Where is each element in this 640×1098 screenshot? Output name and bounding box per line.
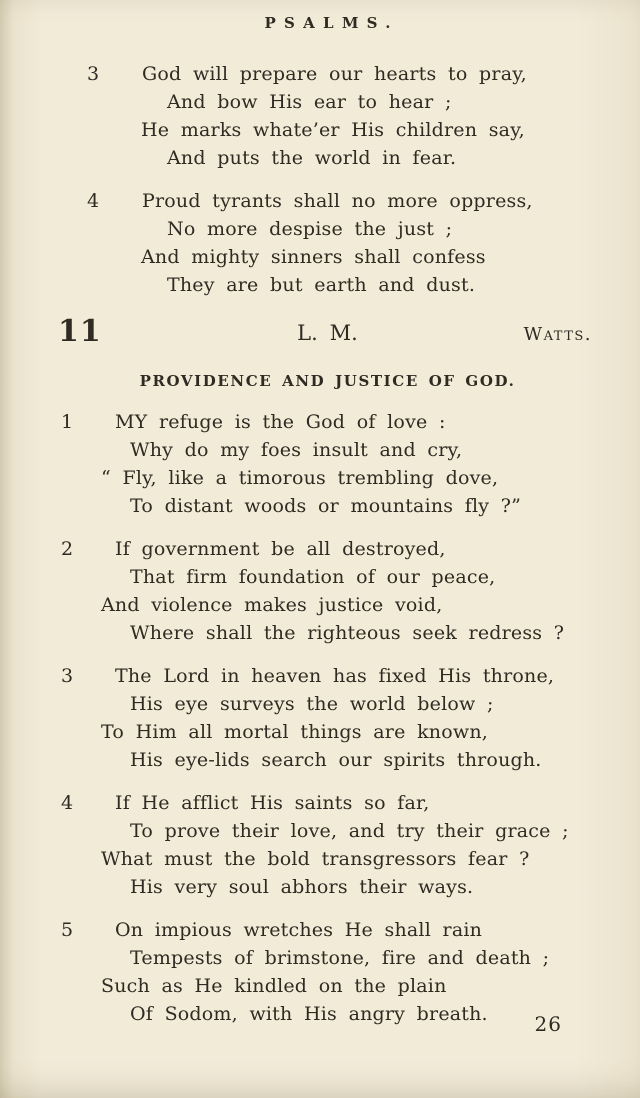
stanza — [87, 60, 600, 172]
verse-line-text: God will prepare our hearts to pray, — [142, 63, 527, 85]
verse-line: He marks whate’er His children say, — [141, 119, 525, 141]
verse-number: 4 — [61, 792, 74, 814]
verse-line: His eye surveys the world below ; — [130, 693, 494, 715]
verse-line: No more despise the just ; — [167, 218, 453, 240]
verse-line: And bow His ear to hear ; — [167, 91, 452, 113]
stanza — [87, 187, 600, 299]
hymn-meter: L. M. — [297, 321, 358, 345]
verse-line-text: If He afflict His saints so far, — [115, 792, 430, 814]
verse-line: That firm foundation of our peace, — [130, 566, 496, 588]
verse-line: And puts the world in fear. — [167, 147, 457, 169]
verse-line-text: MY refuge is the God of love : — [115, 411, 446, 433]
verse-line: Of Sodom, with His angry breath. — [130, 1003, 488, 1025]
verse-line-text: Proud tyrants shall no more oppress, — [142, 190, 533, 212]
verse-line — [61, 408, 600, 436]
verse-line: His eye-lids search our spirits through. — [130, 749, 542, 771]
stanza — [61, 408, 600, 520]
continued-hymn-stanzas — [87, 60, 600, 299]
verse-line — [61, 916, 600, 944]
verse-line-text: If government be all destroyed, — [115, 538, 446, 560]
hymn-header — [55, 314, 600, 358]
verse-number: 1 — [61, 411, 74, 433]
verse-number: 3 — [61, 665, 74, 687]
stanza — [61, 662, 600, 774]
stanza — [61, 535, 600, 647]
verse-line — [87, 187, 600, 215]
verse-line: They are but earth and dust. — [167, 274, 476, 296]
hymn-author: Watts. — [523, 324, 592, 345]
verse-line: What must the bold transgressors fear ? — [101, 848, 530, 870]
verse-line-text: The Lord in heaven has fixed His throne, — [115, 665, 555, 687]
stanza — [61, 789, 600, 901]
stanza — [61, 916, 600, 1028]
verse-line: His very soul abhors their ways. — [130, 876, 474, 898]
verse-line: Such as He kindled on the plain — [101, 975, 447, 997]
running-head: PSALMS. — [264, 14, 399, 32]
verse-line: And mighty sinners shall confess — [141, 246, 486, 268]
verse-number: 5 — [61, 919, 74, 941]
verse-line: Where shall the righteous seek redress ? — [130, 622, 565, 644]
page-number: 26 — [534, 1012, 562, 1036]
verse-line — [61, 535, 600, 563]
verse-line — [61, 662, 600, 690]
verse-line: Tempests of brimstone, fire and death ; — [130, 947, 550, 969]
verse-line: To prove their love, and try their grace ; — [130, 820, 569, 842]
verse-line: Why do my foes insult and cry, — [130, 439, 463, 461]
hymn-number: 11 — [58, 314, 102, 349]
verse-number: 4 — [87, 190, 100, 212]
verse-number: 3 — [87, 63, 100, 85]
verse-line: To Him all mortal things are known, — [101, 721, 488, 743]
hymn-stanzas — [61, 408, 600, 1028]
verse-line — [61, 789, 600, 817]
verse-line: To distant woods or mountains fly ?” — [130, 495, 522, 517]
verse-line — [87, 60, 600, 88]
verse-line: “ Fly, like a timorous trembling dove, — [101, 467, 499, 489]
verse-line: And violence makes justice void, — [101, 594, 443, 616]
hymn-title: PROVIDENCE AND JUSTICE OF GOD. — [139, 372, 516, 390]
verse-number: 2 — [61, 538, 74, 560]
verse-line-text: On impious wretches He shall rain — [115, 919, 483, 941]
